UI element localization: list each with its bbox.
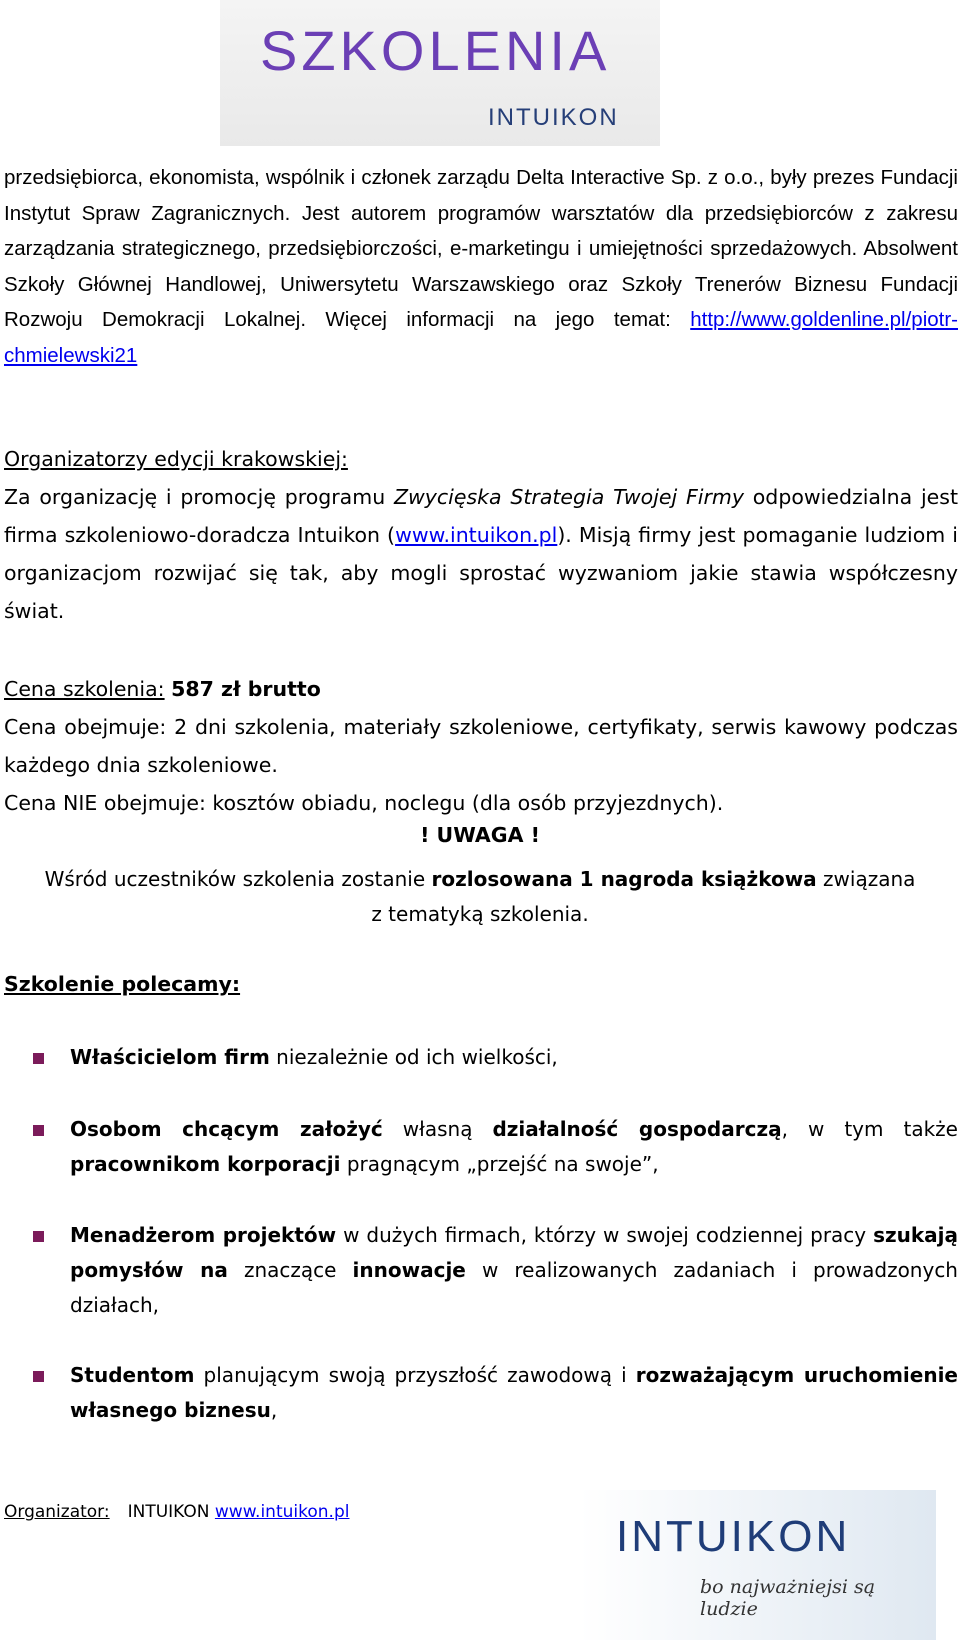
price-excludes: Cena NIE obejmuje: kosztów obiadu, noclegu (dla osób przyjezdnych). xyxy=(4,791,724,815)
organizers-text xyxy=(4,478,958,630)
price-label: Cena szkolenia: xyxy=(4,677,165,701)
footer xyxy=(4,1502,349,1522)
prize-text-1: Wśród uczestników szkolenia zostanie xyxy=(44,867,432,891)
footer-label: Organizator: xyxy=(4,1502,110,1522)
organizers-text-1: Za organizację i promocję programu xyxy=(4,485,394,509)
prize-text-3: z tematyką szkolenia. xyxy=(371,902,589,926)
notice-title: ! UWAGA ! xyxy=(420,823,540,847)
logo-title: SZKOLENIA xyxy=(260,19,611,82)
prize-text-2: związana xyxy=(816,867,916,891)
trainer-bio xyxy=(4,160,958,373)
list-item-text xyxy=(70,1358,958,1428)
program-name: Zwycięska Strategia Twojej Firmy xyxy=(393,485,745,509)
bio-text: przedsiębiorca, ekonomista, wspólnik i członek zarządu Delta Interactive Sp. z o.o., były prezes Fundacji Instytut Spraw Zagranicznych. Jest autorem programów warsztatów dla przedsiębiorców z zakresu zarządzania strategicznego, przedsiębiorczości, e-marketingu i umiejętności sprzedażowych. Absolwent Szkoły Głównej Handlowej, Uniwersytetu Warszawskiego oraz Szkoły Trenerów Biznesu Fundacji Rozwoju Demokracji Lokalnej. Więcej informacji na jego temat: xyxy=(4,166,958,331)
bullet-3-bold-2: szukają pomysłów na xyxy=(70,1223,959,1282)
price-section xyxy=(4,670,958,822)
bullet-2-text-1: własną xyxy=(382,1117,493,1141)
organizers-heading: Organizatorzy edycji krakowskiej: xyxy=(4,447,348,471)
bullet-1-bold: Właścicielom firm xyxy=(70,1045,270,1069)
bullet-4-text-1: planującym swoją przyszłość zawodową i xyxy=(194,1363,636,1387)
list-item-text xyxy=(70,1040,958,1075)
price-includes: Cena obejmuje: 2 dni szkolenia, materiały szkoleniowe, certyfikaty, serwis kawowy podczas każdego dnia szkoleniowe. xyxy=(4,715,958,777)
bio-link[interactable]: http://www.goldenline.pl/piotr-chmielewski21 xyxy=(4,308,958,367)
bullet-icon xyxy=(33,1371,44,1382)
bullet-3-text-3: w realizowanych zadaniach i prowadzonych działach, xyxy=(70,1258,958,1317)
bullet-3-bold-3: innowacje xyxy=(352,1258,466,1282)
footer-slogan: bo najważniejsi są ludzie xyxy=(700,1576,876,1620)
organizers-text-3: ). Misją firmy jest pomaganie ludziom i organizacjom rozwijać się tak, aby mogli sprostać wyzwaniom jakie stawia współczesny świat. xyxy=(4,523,958,623)
bullet-4-text-2: , xyxy=(270,1398,278,1422)
bullet-2-bold-2: działalność gospodarczą xyxy=(492,1117,782,1141)
bullet-3-text-2: znaczące xyxy=(227,1258,353,1282)
list-item-text xyxy=(70,1112,958,1182)
organizers-section xyxy=(4,440,958,630)
footer-logo xyxy=(580,1490,936,1640)
prize-bold: rozlosowana 1 nagroda książkowa xyxy=(431,867,817,891)
organizers-link[interactable]: www.intuikon.pl xyxy=(395,523,558,547)
bullet-4-bold-1: Studentom xyxy=(70,1363,195,1387)
bullet-4-bold-2: rozważającym uruchomienie własnego biznesu xyxy=(70,1363,958,1422)
bullet-3-bold-1: Menadżerom projektów xyxy=(70,1223,337,1247)
bullet-1-text: niezależnie od ich wielkości, xyxy=(269,1045,558,1069)
bullet-icon xyxy=(33,1053,44,1064)
footer-org-name: INTUIKON xyxy=(127,1502,210,1522)
footer-logo-text: INTUIKON xyxy=(616,1512,851,1561)
bullet-icon xyxy=(33,1231,44,1242)
bullet-icon xyxy=(33,1125,44,1136)
header-logo xyxy=(220,0,660,146)
bullet-2-text-2: , w tym także xyxy=(781,1117,958,1141)
recommend-heading: Szkolenie polecamy: xyxy=(4,972,241,996)
organizers-text-2: odpowiedzialna jest firma szkoleniowo-doradcza Intuikon ( xyxy=(4,485,959,547)
footer-link[interactable]: www.intuikon.pl xyxy=(214,1502,350,1522)
bullet-2-bold-3: pracownikom korporacji xyxy=(70,1152,341,1176)
logo-subtitle: INTUIKON xyxy=(488,104,619,131)
bullet-2-text-3: pragnącym „przejść na swoje”, xyxy=(340,1152,659,1176)
price-value: 587 zł brutto xyxy=(171,677,321,701)
bullet-2-bold-1: Osobom chcącym założyć xyxy=(70,1117,383,1141)
prize-notice xyxy=(30,862,930,932)
list-item-text xyxy=(70,1218,958,1323)
bullet-3-text-1: w dużych firmach, którzy w swojej codziennej pracy xyxy=(336,1223,874,1247)
